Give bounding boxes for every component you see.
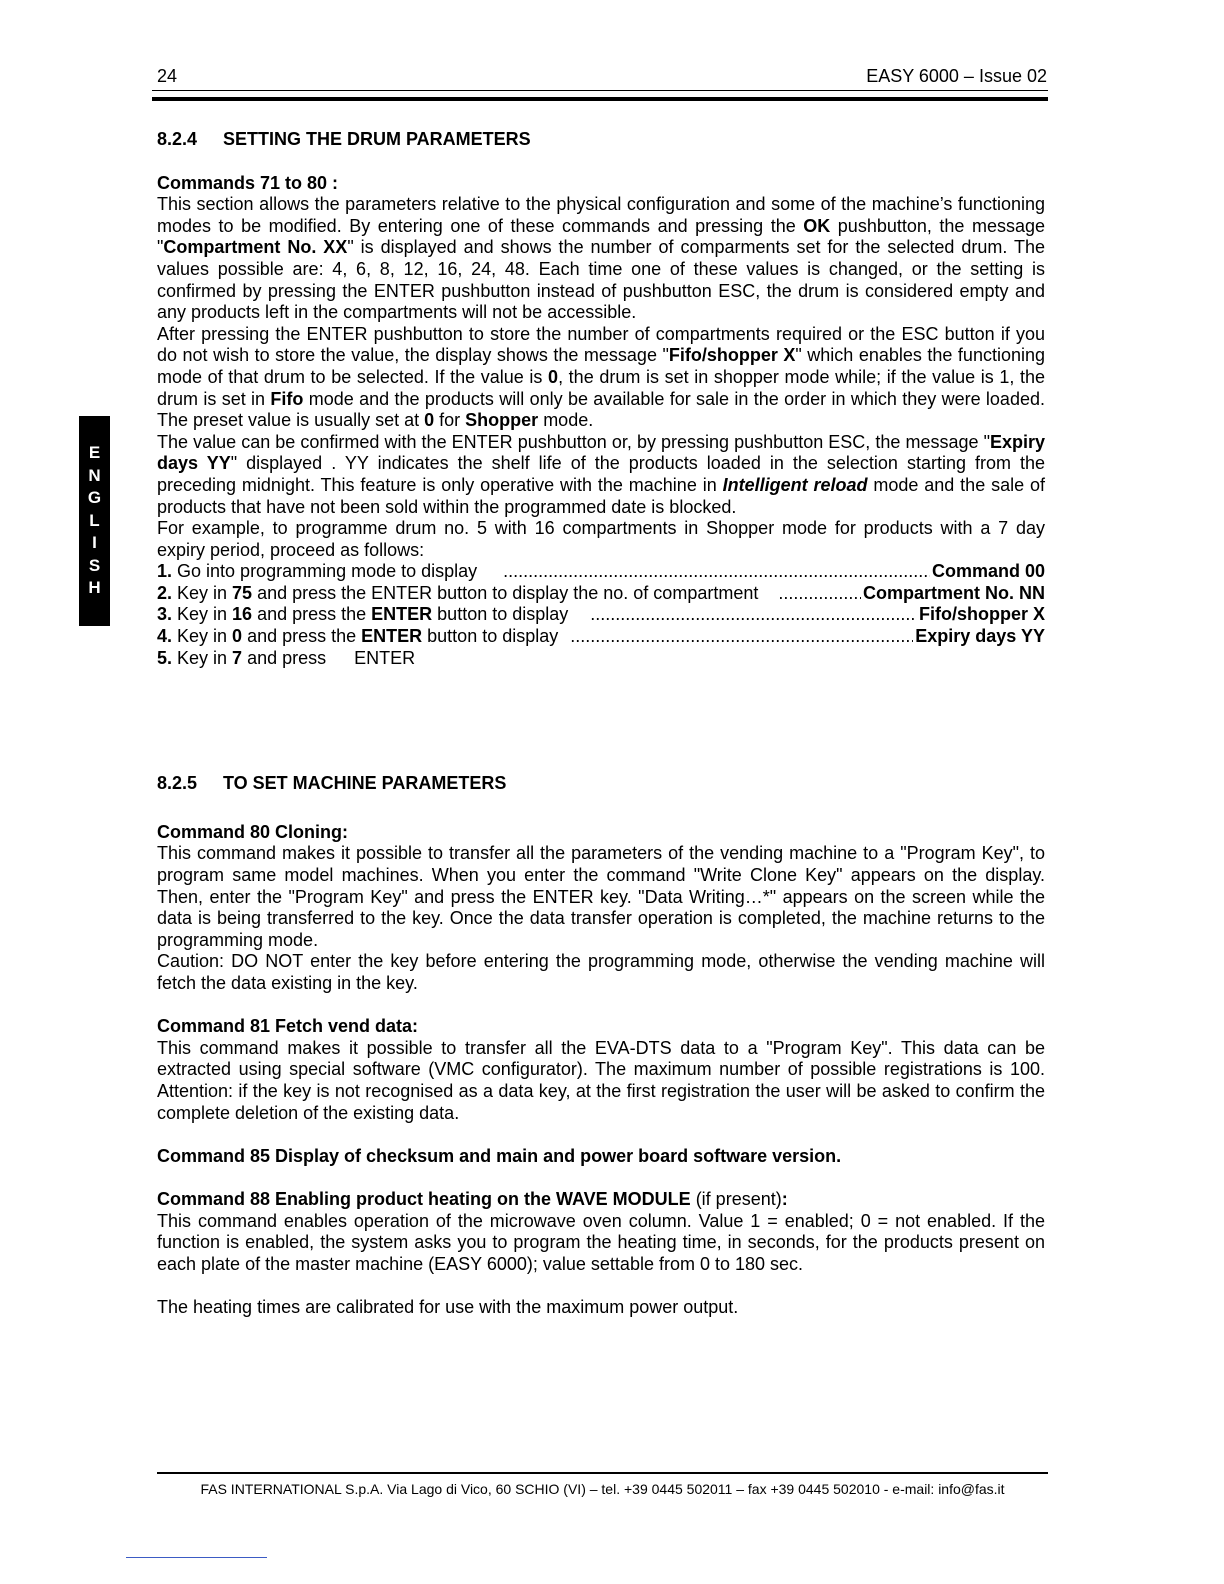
dot-leader [503, 561, 930, 583]
language-tab-letter: I [92, 533, 97, 553]
step-4: 4. Key in 0 and press the ENTER button to display ..... Expiry days YY [157, 626, 1045, 648]
section-heading-8-2-4 [157, 129, 1045, 151]
command-88-paragraph-2: The heating times are calibrated for use with the maximum power output. [157, 1296, 739, 1317]
command-88-heading: Command 88 Enabling product heating on the WAVE MODULE (if present): [157, 1188, 788, 1209]
header-rule-thick [152, 97, 1048, 101]
section-title: TO SET MACHINE PARAMETERS [223, 773, 507, 794]
section-number: 8.2.4 [157, 129, 198, 149]
page-number: 24 [157, 66, 178, 86]
header-rule-thin [152, 90, 1048, 91]
step-result: Command 00 [931, 561, 1045, 582]
language-tab-letter: E [88, 443, 101, 463]
dot-leader [590, 604, 917, 626]
language-tab-letter: N [88, 465, 101, 485]
dot-leader [778, 583, 861, 605]
command-88-paragraph-1: This command enables operation of the microwave oven column. Value 1 = enabled; 0 = not enabled. If the function is enabled, the system asks you to program the heating time, in seconds, for the products present on each plate of the master machine (EASY 6000); value settable from 0 to 180 sec. [157, 1210, 1045, 1274]
drum-paragraph-4: For example, to programme drum no. 5 with 16 compartments in Shopper mode for products with a 7 day expiry period, proceed as follows: [157, 518, 1045, 560]
language-tab-letter: S [88, 555, 101, 575]
step-2: 2. Key in 75 and press the ENTER button to display the no. of compartment ..... Compartment No. NN [157, 583, 1045, 605]
step-5: 5. Key in 7 and press ENTER [157, 647, 416, 668]
language-tab-english [79, 416, 110, 626]
page-content [157, 129, 1045, 1319]
section-title: SETTING THE DRUM PARAMETERS [223, 129, 531, 149]
step-3: 3. Key in 16 and press the ENTER button to display ..... Fifo/shopper X [157, 604, 1045, 626]
step-result: Expiry days YY [915, 626, 1045, 647]
language-tab-letter: G [87, 488, 102, 508]
step-result: Compartment No. NN [862, 582, 1045, 603]
step-1: 1. Go into programming mode to display ..... Command 00 [157, 561, 1045, 583]
step-result: Fifo/shopper X [919, 604, 1045, 625]
section-heading-8-2-5 [157, 773, 1045, 795]
dot-leader [570, 626, 913, 648]
footer-rule [157, 1472, 1048, 1474]
drum-paragraph-1: This section allows the parameters relative to the physical configuration and some of the machine’s functioning modes to be modified. By entering one of these commands and pressing the OK pushbutton, the message "Compartment No. XX" is displayed and shows the number of comparments set for the selected drum. The values possible are: 4, 6, 8, 12, 16, 24, 48. Each time one of these values is changed, or the setting is confirmed by pressing the ENTER pushbutton instead of pushbutton ESC, the drum is considered empty and any products left in the compartments will not be accessible. [157, 194, 1045, 323]
drum-paragraph-3: The value can be confirmed with the ENTER pushbutton or, by pressing pushbutton ESC, the message "Expiry days YY" displayed . YY indicates the shelf life of the products loaded in the selection starting from the preceding midnight. This feature is only operative with the machine in Intelligent reload mode and the sale of products that have not been sold within the programmed date is blocked. [157, 431, 1046, 517]
command-80-heading: Command 80 Cloning: [157, 821, 349, 842]
commands-71-80-heading: Commands 71 to 80 : [157, 172, 339, 193]
footer-company-info: FAS INTERNATIONAL S.p.A. Via Lago di Vico, 60 SCHIO (VI) – tel. +39 0445 502011 – fax +39 0445 502010 - e-mail: info@fas.it [200, 1481, 1005, 1497]
command-85-heading: Command 85 Display of checksum and main and power board software version. [157, 1145, 842, 1166]
command-80-paragraph-2: Caution: DO NOT enter the key before entering the programming mode, otherwise the vending machine will fetch the data existing in the key. [157, 951, 1045, 993]
document-title: EASY 6000 – Issue 02 [866, 66, 1047, 86]
drum-paragraph-2: After pressing the ENTER pushbutton to store the number of compartments required or the ESC button if you do not wish to store the value, the display shows the message "Fifo/shopper X" which enables the functioning mode of that drum to be selected. If the value is 0, the drum is set in shopper mode while; if the value is 1, the drum is set in Fifo mode and the products will only be available for sale in the order in which they were loaded. The preset value is usually set at 0 for Shopper mode. [157, 323, 1045, 431]
section-number: 8.2.5 [157, 773, 198, 794]
link-underline [126, 1557, 267, 1558]
command-81-paragraph: This command makes it possible to transfer all the EVA-DTS data to a "Program Key". This data can be extracted using special software (VMC configurator). The maximum number of possible registrations is 100. Attention: if the key is not recognised as a data key, at the first registration the user will be asked to confirm the complete deletion of the existing data. [157, 1037, 1045, 1123]
command-81-heading: Command 81 Fetch vend data: [157, 1016, 419, 1037]
command-80-paragraph-1: This command makes it possible to transfer all the parameters of the vending machine to a "Program Key", to program same model machines. When you enter the command "Write Clone Key" appears on the display. Then, enter the "Program Key" and press the ENTER key. "Data Writing…*" appears on the screen while the data is being transferred to the key. Once the data transfer operation is completed, the machine returns to the programming mode. [157, 843, 1045, 950]
language-tab-letter: H [88, 578, 101, 598]
language-tab-letter: L [89, 510, 100, 530]
